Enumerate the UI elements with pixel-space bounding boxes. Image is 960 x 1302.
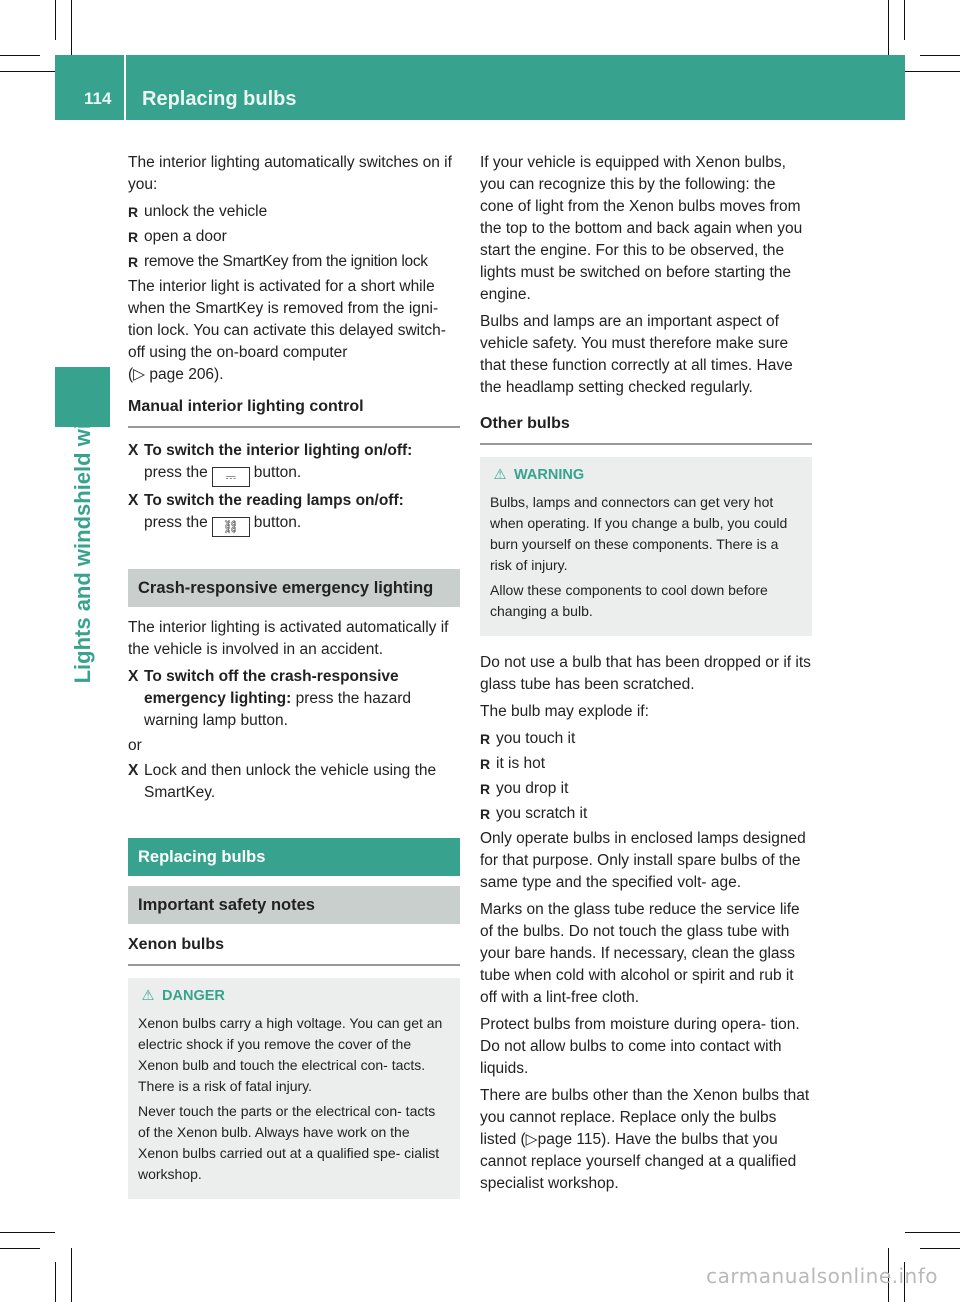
- instruction-step: X Lock and then unlock the vehicle using the SmartKey.: [128, 762, 437, 801]
- paragraph: The interior light is activated for a short while when the SmartKey is removed from the igni- tion lock. You can activate this delayed switch-off using the on-board computer (▷ page 206).: [128, 278, 446, 383]
- bullet-mark: R: [128, 204, 139, 220]
- danger-title: ⚠ DANGER: [138, 986, 450, 1007]
- interior-light-button-icon: ⎓: [212, 467, 250, 487]
- section-heading: Manual interior lighting control: [128, 396, 460, 428]
- paragraph: Do not use a bulb that has been dropped or if its glass tube has been scratched.: [480, 654, 811, 693]
- warning-triangle-icon: ⚠: [493, 467, 507, 483]
- bullet-mark: R: [480, 731, 491, 747]
- crop-mark: [905, 71, 960, 72]
- chapter-heading: Replacing bulbs: [128, 838, 460, 876]
- paragraph: Only operate bulbs in enclosed lamps designed for that purpose. Only install spare bulbs of the same type and the specified volt- age.: [480, 830, 806, 891]
- step-arrow-icon: X: [128, 668, 139, 685]
- page-ref-arrow-icon: ▷: [525, 1131, 538, 1148]
- left-column: [128, 152, 460, 1215]
- crop-mark: [0, 55, 40, 56]
- warning-box: [480, 457, 812, 636]
- paragraph: If your vehicle is equipped with Xenon bulbs, you can recognize this by the following: the cone of light from the Xenon bulbs moves from the top to the bottom and back again when you start the engine. For this to be observed, the lights must be switched on before starting the engine.: [480, 154, 803, 303]
- crop-mark: [904, 0, 905, 40]
- chapter-label: Lights and windshield wipers: [70, 376, 95, 684]
- bullet-mark: R: [128, 229, 139, 245]
- bullet-mark: R: [480, 806, 491, 822]
- paragraph: Bulbs, lamps and connectors can get very hot when operating. If you change a bulb, you could burn yourself on these components. There is a risk of injury.: [490, 494, 788, 573]
- section-heading: Other bulbs: [480, 413, 812, 445]
- crop-mark: [0, 1248, 40, 1249]
- list-item: R unlock the vehicle: [128, 201, 460, 223]
- crop-mark: [905, 1232, 960, 1233]
- step-arrow-icon: X: [128, 762, 139, 779]
- paragraph: Protect bulbs from moisture during opera- tion. Do not allow bulbs to come into contact with liquids.: [480, 1016, 800, 1077]
- watermark: carmanualsonline.info: [706, 1264, 938, 1288]
- paragraph: Bulbs and lamps are an important aspect of vehicle safety. You must therefore make sure that these function correctly at all times. Have the headlamp setting checked regularly.: [480, 313, 793, 396]
- paragraph: Marks on the glass tube reduce the service life of the bulbs. Do not touch the glass tube with your bare hands. If necessary, clean the glass tube when cold with alcohol or spirit and rub it off with a lint-free cloth.: [480, 901, 800, 1006]
- danger-box: [128, 978, 460, 1199]
- warning-title: ⚠ WARNING: [490, 465, 802, 486]
- crop-mark: [888, 0, 889, 55]
- crop-mark: [0, 71, 55, 72]
- paragraph: or: [128, 737, 142, 754]
- page-number: 114: [84, 89, 112, 108]
- reading-lamp-button-icon: ⛓: [212, 517, 250, 537]
- paragraph: The bulb may explode if:: [480, 703, 649, 720]
- bullet-mark: R: [128, 254, 138, 270]
- paragraph: Xenon bulbs carry a high voltage. You can get an electric shock if you remove the cover of the Xenon bulb and touch the electrical con- tacts. There is a risk of fatal injury.: [138, 1015, 443, 1094]
- crop-mark: [55, 1262, 56, 1302]
- warning-triangle-icon: ⚠: [141, 988, 155, 1004]
- paragraph: There are bulbs other than the Xenon bulbs that you cannot replace. Replace only the bulbs listed (▷page 115). Have the bulbs that you cannot replace yourself changed at a qualified specialist workshop.: [480, 1087, 810, 1192]
- bullet-mark: R: [480, 756, 491, 772]
- crop-mark: [920, 55, 960, 56]
- crop-mark: [71, 1248, 72, 1302]
- paragraph: Allow these components to cool down before changing a bulb.: [490, 582, 768, 619]
- instruction-step: X To switch the interior lighting on/off: press the ⎓ button.: [128, 440, 460, 487]
- section-heading: Xenon bulbs: [128, 934, 460, 966]
- header-divider: [124, 55, 126, 120]
- step-arrow-icon: X: [128, 492, 139, 509]
- instruction-step: X To switch the reading lamps on/off: press the ⛓ button.: [128, 490, 460, 537]
- page-reference-link[interactable]: page 206).: [149, 366, 224, 383]
- list-item: R you touch it: [480, 728, 812, 750]
- crop-mark: [55, 0, 56, 40]
- paragraph: The interior lighting automatically switches on if you:: [128, 154, 452, 193]
- paragraph: Never touch the parts or the electrical con- tacts of the Xenon bulb. Always have work on the Xenon bulbs carried out at a qualified spe- cialist workshop.: [138, 1103, 440, 1182]
- list-item: R it is hot: [480, 753, 812, 775]
- bullet-mark: R: [480, 781, 491, 797]
- list-item: R you drop it: [480, 778, 812, 800]
- list-item: R remove the SmartKey from the ignition lock: [128, 251, 460, 273]
- section-bar-heading: Important safety notes: [128, 886, 460, 924]
- section-bar-heading: Crash-responsive emergency lighting: [128, 569, 460, 607]
- crop-mark: [71, 0, 72, 55]
- running-title: Replacing bulbs: [142, 88, 297, 110]
- right-column: [480, 152, 812, 1200]
- paragraph: The interior lighting is activated automatically if the vehicle is involved in an accident.: [128, 619, 449, 658]
- list-item: R open a door: [128, 226, 460, 248]
- list-item: R you scratch it: [480, 803, 812, 825]
- page-reference-link[interactable]: page 115). Have the bulbs that you cannot replace yourself changed at a qualified specialist workshop.: [480, 1131, 797, 1192]
- page-ref-arrow-icon: ▷: [133, 366, 146, 383]
- crop-mark: [0, 1232, 55, 1233]
- step-arrow-icon: X: [128, 442, 139, 459]
- crop-mark: [920, 1248, 960, 1249]
- instruction-step: X To switch off the crash-responsive emergency lighting: press the hazard warning lamp button.: [128, 668, 412, 729]
